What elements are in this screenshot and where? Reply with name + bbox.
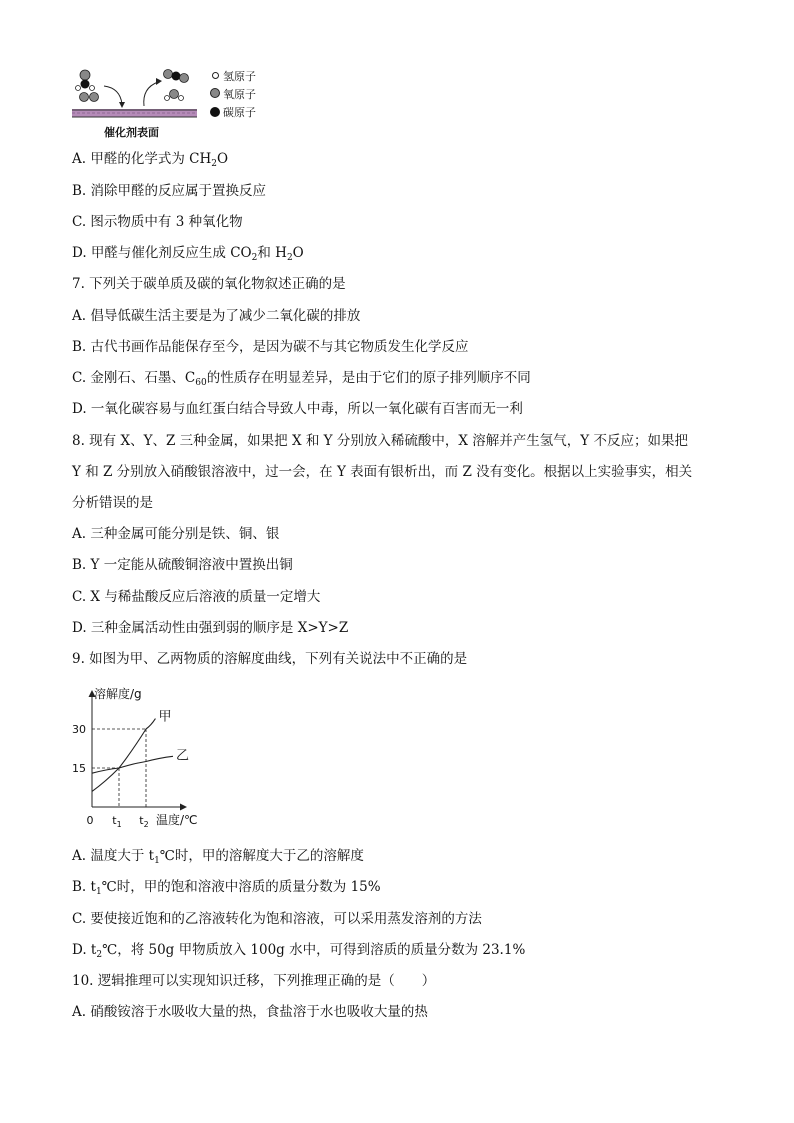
origin-label: 0 [86,814,94,827]
q8-stem-line1: 8. 现有 X、Y、Z 三种金属，如果把 X 和 Y 分别放入稀硫酸中，X 溶解并产生氢气，Y 不反应；如果把 [72,433,688,449]
q9-option-d: D. $t_2℃$，将 50g 甲物质放入 100g 水中，可得到溶质的质量分数为 23.1% [72,942,526,960]
q10-stem: 10. 逻辑推理可以实现知识迁移，下列推理正确的是（ ） [72,973,436,989]
q8-stem-line3: 分析错误的是 [72,495,153,511]
q7-option-a: A. 倡导低碳生活主要是为了减少二氧化碳的排放 [72,308,361,324]
q8-stem-line2: Y 和 Z 分别放入硝酸银溶液中，过一会，在 Y 表面有银析出，而 Z 没有变化。根据以上实验事实，相关 [72,464,693,480]
reaction-diagram [72,66,282,138]
x-tick-t2: $t_2$ [139,814,149,829]
q8-option-c: C. X 与稀盐酸反应后溶液的质量一定增大 [72,589,321,605]
molecule-illustration [72,66,202,124]
q9-stem: 9. 如图为甲、乙两物质的溶解度曲线，下列有关说法中不正确的是 [72,651,468,667]
oxygen-atom-icon [210,88,220,98]
figure-caption: 催化剂表面 [104,126,159,139]
y-axis-label: 溶解度/g [94,687,142,701]
y-tick-30: 30 [72,723,86,736]
x-tick-t1: $t_1$ [112,814,122,829]
q9-option-b: B. $t_1℃$时，甲的饱和溶液中溶质的质量分数为 15% [72,879,381,897]
x-axis-label: 温度/℃ [156,813,198,827]
q7-option-d: D. 一氧化碳容易与血红蛋白结合导致人中毒，所以一氧化碳有百害而无一利 [72,401,523,417]
series-label-yi: 乙 [176,748,190,764]
q9-option-c: C. 要使接近饱和的乙溶液转化为饱和溶液，可以采用蒸发溶剂的方法 [72,911,482,927]
legend-oxygen: 氧原子 [210,86,256,102]
q10-option-a: A. 硝酸铵溶于水吸收大量的热，食盐溶于水也吸收大量的热 [72,1004,428,1020]
q6-option-d: D. 甲醛与催化剂反应生成 $CO_2$和 $H_2O$ [72,245,304,263]
q6-option-c: C. 图示物质中有 3 种氧化物 [72,214,243,230]
q8-option-d: D. 三种金属活动性由强到弱的顺序是 X>Y>Z [72,620,349,636]
q6-option-b: B. 消除甲醛的反应属于置换反应 [72,183,267,199]
q7-stem: 7. 下列关于碳单质及碳的氧化物叙述正确的是 [72,276,346,292]
legend-hydrogen: 氢原子 [212,68,256,84]
solubility-chart [72,685,230,835]
q9-option-a: A. 温度大于 $t_1℃$时，甲的溶解度大于乙的溶解度 [72,848,364,866]
q6-option-a: A. 甲醛的化学式为 $CH_2O$ [72,151,229,169]
carbon-atom-icon [210,107,220,117]
y-tick-15: 15 [72,762,86,775]
q8-option-a: A. 三种金属可能分别是铁、铜、银 [72,526,280,542]
q7-option-c: C. 金刚石、石墨、$C_{60}$的性质存在明显差异，是由于它们的原子排列顺序不同 [72,370,531,388]
q8-option-b: B. Y 一定能从硫酸铜溶液中置换出铜 [72,557,293,573]
legend-carbon: 碳原子 [210,104,256,120]
q7-option-b: B. 古代书画作品能保存至今，是因为碳不与其它物质发生化学反应 [72,339,469,355]
hydrogen-atom-icon [212,72,219,79]
series-curve-yi [92,756,173,773]
series-label-jia: 甲 [158,709,172,725]
